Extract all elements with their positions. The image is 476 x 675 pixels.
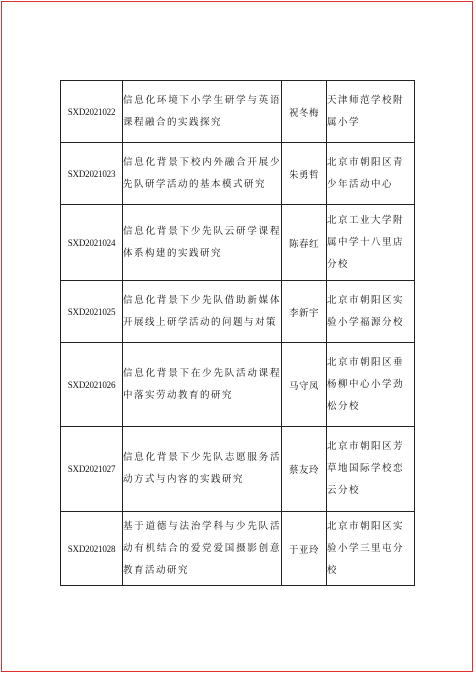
project-leader: 朱勇哲 [282,143,327,205]
project-unit: 北京工业大学附属中学十八里店分校 [327,205,415,281]
project-unit: 北京市朝阳区实验小学福源分校 [327,281,415,343]
project-table [60,80,415,586]
project-code: SXD2021024 [61,205,123,281]
project-leader: 于亚玲 [282,512,327,586]
project-leader: 李新宇 [282,281,327,343]
project-unit: 天津师范学校附属小学 [327,81,415,143]
project-title: 信息化背景下少先队云研学课程体系构建的实践研究 [123,205,282,281]
project-title: 信息化背景下少先队借助新媒体开展线上研学活动的问题与对策 [123,281,282,343]
project-title: 基于道德与法治学科与少先队活动有机结合的爱党爱国摄影创意教育活动研究 [123,512,282,586]
project-code: SXD2021023 [61,143,123,205]
project-unit: 北京市朝阳区垂杨柳中心小学劲松分校 [327,343,415,427]
project-title: 信息化背景下少先队志愿服务活动方式与内容的实践研究 [123,427,282,512]
project-title: 信息化背景下在少先队活动课程中落实劳动教育的研究 [123,343,282,427]
project-unit: 北京市朝阳区青少年活动中心 [327,143,415,205]
table-row [61,281,415,343]
table-row [61,143,415,205]
table-row [61,81,415,143]
table-row [61,205,415,281]
project-leader: 陈春红 [282,205,327,281]
project-leader: 祝冬梅 [282,81,327,143]
project-title: 信息化环境下小学生研学与英语课程融合的实践探究 [123,81,282,143]
project-code: SXD2021022 [61,81,123,143]
project-code: SXD2021027 [61,427,123,512]
project-unit: 北京市朝阳区芳草地国际学校恋云分校 [327,427,415,512]
project-leader: 蔡友玲 [282,427,327,512]
project-code: SXD2021028 [61,512,123,586]
project-title: 信息化背景下校内外融合开展少先队研学活动的基本模式研究 [123,143,282,205]
project-leader: 马守凤 [282,343,327,427]
table-row [61,512,415,586]
project-code: SXD2021026 [61,343,123,427]
table-row [61,427,415,512]
project-unit: 北京市朝阳区实验小学三里屯分校 [327,512,415,586]
project-code: SXD2021025 [61,281,123,343]
table-row [61,343,415,427]
